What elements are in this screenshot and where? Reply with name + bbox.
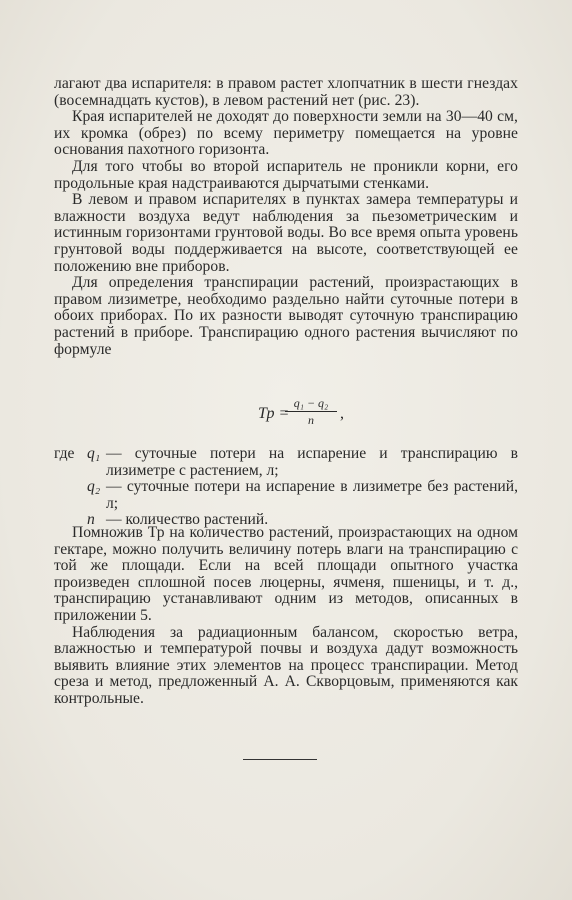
definition-text: — суточные потери на испарение и транспирацию в лизиметре с растением, л; <box>106 445 518 479</box>
formula-definitions <box>54 446 518 529</box>
definition-row <box>54 479 518 512</box>
formula-numerator: q₁ − q₂ <box>285 397 337 412</box>
definition-text: — суточные потери на испарение в лизиметре без растений, л; <box>106 478 518 512</box>
formula-trailing: , <box>340 405 344 422</box>
definition-symbol: n <box>87 511 95 529</box>
paragraph: Края испарителей не доходят до поверхности земли на 30—40 см, их кромка (обрез) по всему периметру помещается на уровне основания пахотного горизонта. <box>54 108 518 159</box>
paragraph: лагают два испарителя: в правом растет хлопчатник в шести гнездах (восемнадцать кустов), в левом растений нет (рис. 23). <box>54 75 518 109</box>
bottom-text-block <box>54 525 518 708</box>
paragraph: Для того чтобы во второй испаритель не проникли корни, его продольные края надстраиваются дырчатыми стенками. <box>54 157 518 192</box>
paragraph: В левом и правом испарителях в пунктах замера температуры и влажности воздуха ведут наблюдения за пьезометрическим и истинным горизонтами грунтовой воды. Во все время опыта уровень грунтовой воды поддерживается на высоте, соответствующей ее положению вне приборов. <box>54 191 518 275</box>
definition-lead: где <box>54 445 75 462</box>
paragraph: Для определения транспирации растений, произрастающих в правом лизиметре, необходимо раздельно найти суточные потери в обоих приборах. По их разности выводят суточную транспирацию растений в приборе. Транспирацию одного растения вычисляют по формуле <box>54 274 518 358</box>
definition-text: — количество растений. <box>106 511 269 529</box>
definition-row <box>54 446 518 479</box>
formula-denominator: n <box>308 413 314 427</box>
definition-symbol: q₁ <box>87 445 101 462</box>
transpiration-formula <box>0 395 572 429</box>
formula-fraction <box>285 397 337 426</box>
top-text-block <box>54 76 518 358</box>
paragraph: Помножив Тр на количество растений, произрастающих на одном гектаре, можно получить величину потерь влаги на транспирацию с той же площади. Если на всей площади опытного участка произведен сплошной посев люцерны, ячменя, пшеницы, и т. д., транспирацию устанавливают одним из методов, описанных в приложении 5. <box>54 524 518 624</box>
definition-symbol: q₂ <box>87 478 101 496</box>
section-end-rule <box>243 759 317 760</box>
formula-lhs: Тр = <box>258 405 290 422</box>
paragraph: Наблюдения за радиационным балансом, скоростью ветра, влажностью и температурой почвы и воздуха дадут возможность выявить влияние этих элементов на процесс транспирации. Метод среза и метод, предложенный А. А. Скворцовым, применяются как контрольные. <box>54 623 518 707</box>
